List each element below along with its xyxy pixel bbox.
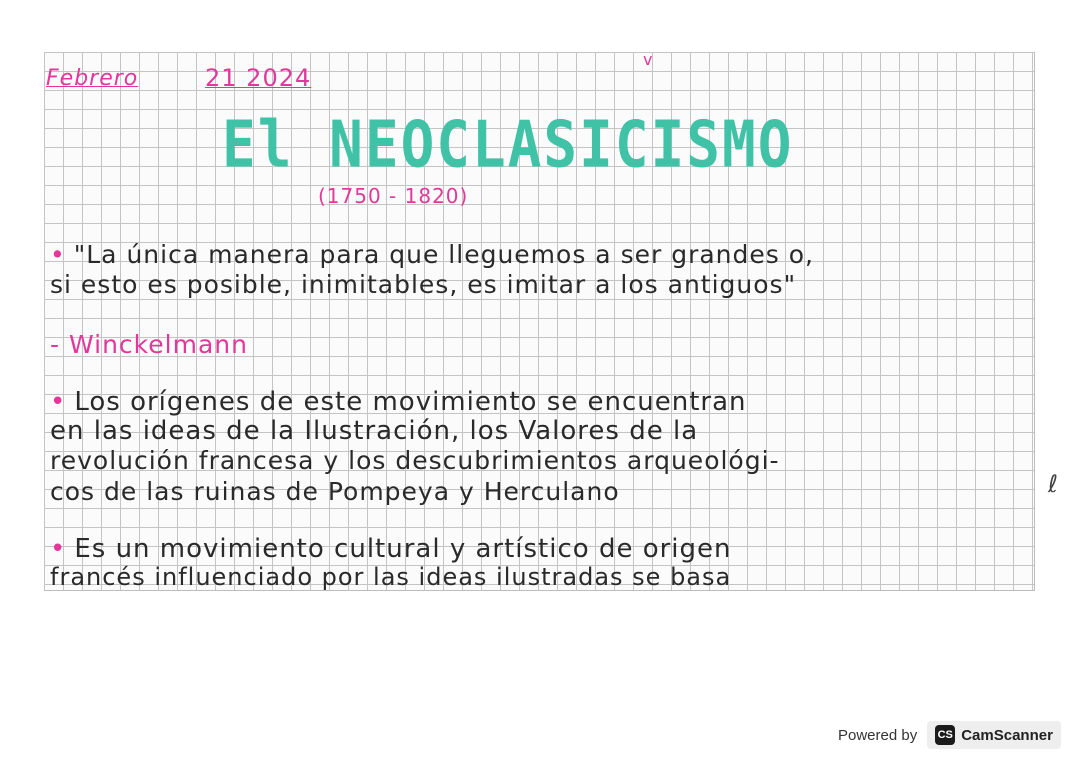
bullet-icon: • xyxy=(50,534,67,564)
quote-mark-icon: • xyxy=(50,240,66,269)
paragraph-1-line-1 xyxy=(50,387,747,417)
paragraph-1-line-3: revolución francesa y los descubrimientos arqueológi- xyxy=(50,446,780,475)
date-month: Febrero xyxy=(46,66,139,91)
camscanner-logo-icon: CS xyxy=(935,725,955,745)
quote-line-1-text: "La única manera para que lleguemos a ser grandes o, xyxy=(73,240,814,269)
paragraph-2-line-1 xyxy=(50,534,732,564)
powered-by-label: Powered by xyxy=(838,726,918,744)
page-edge-mark: ℓ xyxy=(1048,470,1058,498)
quote-line-1 xyxy=(50,240,814,269)
paragraph-1-line-4: cos de las ruinas de Pompeya y Herculano xyxy=(50,477,620,506)
scanner-watermark xyxy=(838,719,1061,751)
camscanner-name: CamScanner xyxy=(961,726,1053,744)
camscanner-badge xyxy=(927,721,1061,749)
bullet-icon: • xyxy=(50,387,67,417)
paragraph-1-line-1-text: Los orígenes de este movimiento se encuentran xyxy=(74,387,747,417)
date-day-year: 21 2024 xyxy=(205,64,312,92)
title-years: (1750 - 1820) xyxy=(318,184,469,208)
paragraph-1-line-2: en las ideas de la Ilustración, los Valores de la xyxy=(50,416,699,446)
stray-pen-mark: v xyxy=(643,50,653,69)
paragraph-2-line-1-text: Es un movimiento cultural y artístico de origen xyxy=(74,534,732,564)
quote-line-2: si esto es posible, inimitables, es imitar a los antiguos" xyxy=(50,270,797,299)
page-title: El NEOCLASICISMO xyxy=(222,108,794,183)
quote-author: - Winckelmann xyxy=(50,330,248,359)
paragraph-2-line-2: francés influenciado por las ideas ilustradas se basa xyxy=(50,563,732,591)
